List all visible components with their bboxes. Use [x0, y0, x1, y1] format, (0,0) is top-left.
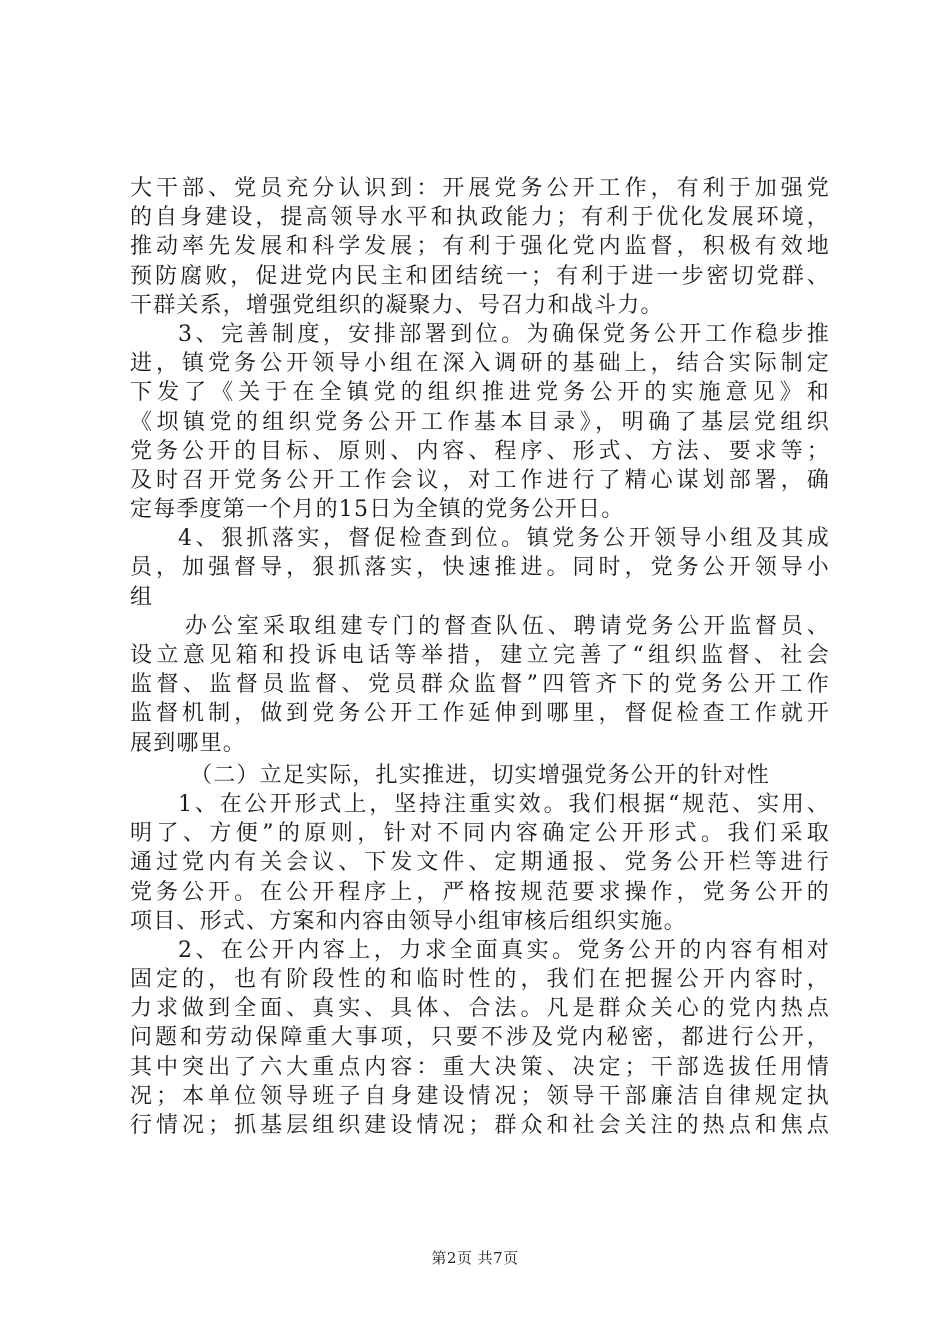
- text-line: 监督机制，做到党务公开工作延伸到哪里，督促检查工作就开: [130, 701, 830, 727]
- text-line: 大干部、党员充分认识到：开展党务公开工作，有利于加强党: [130, 176, 830, 201]
- paragraph-start-line: 3、完善制度，安排部署到位。为确保党务公开工作稳步推: [178, 321, 830, 347]
- text-line: 通过党内有关会议、下发文件、定期通报、党务公开栏等进行: [130, 850, 830, 876]
- text-line: 员，加强督导，狠抓落实，快速推进。同时，党务公开领导小: [130, 555, 830, 581]
- text-line: 定每季度第一个月的15日为全镇的党务公开日。: [130, 497, 625, 523]
- document-body: [130, 174, 830, 1140]
- text-line: 力求做到全面、真实、具体、合法。凡是群众关心的党内热点: [130, 996, 830, 1022]
- text-line: 监督、监督员监督、党员群众监督”四管齐下的党务公开工作: [130, 672, 830, 698]
- text-line: 固定的，也有阶段性的和临时性的，我们在把握公开内容时，: [130, 967, 830, 993]
- text-line: 进，镇党务公开领导小组在深入调研的基础上，结合实际制定: [130, 351, 830, 377]
- text-line: 行情况；抓基层组织建设情况；群众和社会关注的热点和焦点: [130, 1113, 830, 1138]
- text-line: 项目、形式、方案和内容由领导小组审核后组织实施。: [130, 908, 687, 934]
- text-line: 展到哪里。: [130, 730, 247, 756]
- text-line: 的自身建设，提高领导水平和执政能力；有利于优化发展环境，: [130, 205, 830, 231]
- text-line: 组: [130, 584, 154, 610]
- text-line: 推动率先发展和科学发展；有利于强化党内监督，积极有效地: [130, 234, 830, 260]
- text-line: 设立意见箱和投诉电话等举措，建立完善了“组织监督、社会: [130, 643, 830, 668]
- text-line: 其中突出了六大重点内容：重大决策、决定；干部选拔任用情: [130, 1054, 830, 1080]
- paragraph-start-line: 1、在公开形式上，坚持注重实效。我们根据“规范、实用、: [178, 791, 830, 817]
- paragraph-start-line: 4、狠抓落实，督促检查到位。镇党务公开领导小组及其成: [178, 526, 830, 552]
- text-line: 《坝镇党的组织党务公开工作基本目录》，明确了基层党组织: [130, 409, 830, 435]
- text-line: 况；本单位领导班子自身建设情况；领导干部廉洁自律规定执: [130, 1083, 830, 1109]
- text-line: 干群关系，增强党组织的凝聚力、号召力和战斗力。: [130, 292, 664, 318]
- text-line: 明了、方便”的原则，针对不同内容确定公开形式。我们采取: [130, 821, 830, 847]
- paragraph-start-line: 办公室采取组建专门的督查队伍、聘请党务公开监督员、: [185, 613, 830, 639]
- text-line: 党务公开。在公开程序上，严格按规范要求操作，党务公开的: [130, 879, 830, 905]
- text-line: 党务公开的目标、原则、内容、程序、形式、方法、要求等；: [130, 438, 830, 464]
- text-line: 下发了《关于在全镇党的组织推进党务公开的实施意见》和: [130, 380, 830, 406]
- text-line: 问题和劳动保障重大事项，只要不涉及党内秘密，都进行公开，: [130, 1025, 830, 1051]
- section-heading: （二）立足实际，扎实推进，切实增强党务公开的针对性: [190, 762, 771, 788]
- text-line: 预防腐败，促进党内民主和团结统一；有利于进一步密切党群、: [130, 263, 830, 289]
- paragraph-start-line: 2、在公开内容上，力求全面真实。党务公开的内容有相对: [178, 937, 830, 963]
- page-number-footer: 第2页 共7页: [431, 1249, 519, 1267]
- text-line: 及时召开党务公开工作会议，对工作进行了精心谋划部署，确: [130, 467, 830, 493]
